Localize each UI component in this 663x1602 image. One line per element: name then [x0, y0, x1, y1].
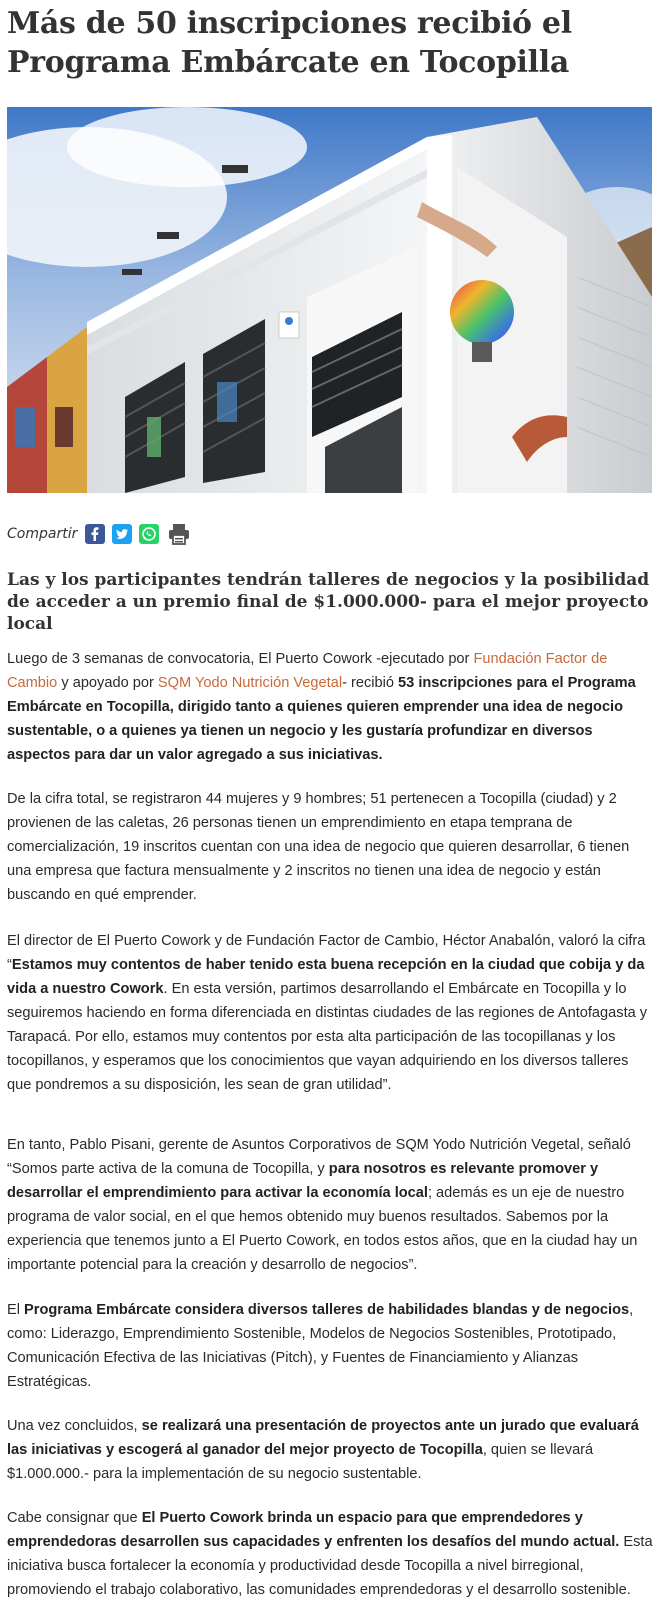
article-subtitle: Las y los participantes tendrán talleres de negocios y la posibilidad de acceder a un premio final de $1.000.000- para el mejor proyecto local: [7, 570, 650, 634]
hero-image: [7, 107, 652, 493]
p3-text-2: . En esta versión, partimos desarrollando el Embárcate en Tocopilla y lo seguiremos haciendo en forma diferenciada en distintas ciudades de las regiones de Antofagasta y Tarapacá. Por ello, estamos muy contentos por esta alta participación de las tocopillanas y los tocopillanos, y esperamos que los conocimientos que vayan adquiriendo en los diversos talleres que pondremos a su disposición, les sean de gran utilidad”.: [7, 981, 648, 1093]
p7-bold: El Puerto Cowork brinda un espacio para que emprendedores y emprendedoras desarrollen sus capacidades y enfrenten los desafíos del mundo actual.: [7, 1510, 620, 1550]
paragraph-1: [7, 647, 656, 767]
p1-text-3: - recibió: [342, 675, 399, 691]
p7-text-2: Esta iniciativa busca fortalecer la economía y productividad desde Tocopilla a nivel birregional, promoviendo el trabajo colaborativo, las comunidades emprendedoras y el desarrollo sostenible.: [7, 1534, 653, 1598]
p4-bold: para nosotros es relevante promover y desarrollar el emprendimiento para activar la economía local: [7, 1161, 599, 1201]
p5-text-2: , como: Liderazgo, Emprendimiento Sostenible, Modelos de Negocios Sostenibles, Prototipado, Comunicación Efectiva de las Iniciativas (Pitch), y Fuentes de Financiamiento y Alianzas Estratégicas.: [7, 1302, 634, 1390]
link-fundacion-factor-de-cambio[interactable]: Fundación Factor de Cambio: [7, 651, 608, 691]
p4-text-2: ; además es un eje de nuestro programa de valor social, en el que hemos obtenido muy buenos resultados. Sabemos por la experiencia que tenemos junto a El Puerto Cowork, en todos estos años, que en la ciudad hay un importante potencial para la creación y desarrollo de negocios”.: [7, 1185, 638, 1273]
p1-text-2: y apoyado por: [57, 675, 158, 691]
link-sqm-yodo[interactable]: SQM Yodo Nutrición Vegetal: [157, 675, 343, 691]
p1-bold: 53 inscripciones para el Programa Embárcate en Tocopilla, dirigido tanto a quienes quieren emprender una idea de negocio sustentable, o a quienes ya tienen un negocio y les gustaría profundizar en diversos aspectos para dar un valor agregado a sus iniciativas.: [7, 675, 636, 763]
print-icon[interactable]: [166, 524, 192, 544]
paragraph-7: [7, 1506, 656, 1602]
paragraph-5: [7, 1298, 656, 1394]
p6-bold: se realizará una presentación de proyectos ante un jurado que evaluará las iniciativas y escogerá al ganador del mejor proyecto de Tocopilla: [7, 1418, 639, 1458]
twitter-icon[interactable]: [112, 524, 132, 544]
p7-text-1: Cabe consignar que: [7, 1510, 142, 1526]
p4-text-1: En tanto, Pablo Pisani, gerente de Asuntos Corporativos de SQM Yodo Nutrición Vegetal, señaló “Somos parte activa de la comuna de Tocopilla, y: [7, 1137, 631, 1177]
p1-text-1: Luego de 3 semanas de convocatoria, El Puerto Cowork -ejecutado por: [7, 651, 474, 667]
paragraph-3: [7, 929, 656, 1097]
facebook-icon[interactable]: [85, 524, 105, 544]
paragraph-6: [7, 1414, 656, 1486]
p3-text-1: El director de El Puerto Cowork y de Fundación Factor de Cambio, Héctor Anabalón, valoró la cifra “: [7, 933, 646, 973]
paragraph-4: [7, 1133, 656, 1277]
article-title: [7, 4, 656, 82]
p5-text-1: El: [7, 1302, 25, 1318]
share-label: Compartir: [7, 526, 78, 542]
title-line-1: Más de 50 inscripciones recibió el: [7, 6, 572, 41]
title-line-2: Programa Embárcate en Tocopilla: [7, 45, 569, 80]
share-bar: [7, 521, 656, 547]
p6-text-1: Una vez concluidos,: [7, 1418, 142, 1434]
article-page: [0, 4, 663, 1602]
whatsapp-icon[interactable]: [139, 524, 159, 544]
paragraph-2: De la cifra total, se registraron 44 mujeres y 9 hombres; 51 pertenecen a Tocopilla (ciudad) y 2 provienen de las caletas, 26 personas tienen un emprendimiento en etapa temprana de comercialización, 19 inscritos cuentan con una idea de negocio que quieren desarrollar, 6 tienen una empresa que factura mensualmente y 2 inscritos no tienen una idea de negocio y están buscando en qué emprender.: [7, 791, 630, 903]
p5-bold: Programa Embárcate considera diversos talleres de habilidades blandas y de negocios: [24, 1302, 630, 1318]
p6-text-2: , quien se llevará $1.000.000.- para la implementación de su negocio sustentable.: [7, 1442, 594, 1482]
p3-bold: Estamos muy contentos de haber tenido esta buena recepción en la ciudad que cobija y da vida a nuestro Cowork: [7, 957, 645, 997]
